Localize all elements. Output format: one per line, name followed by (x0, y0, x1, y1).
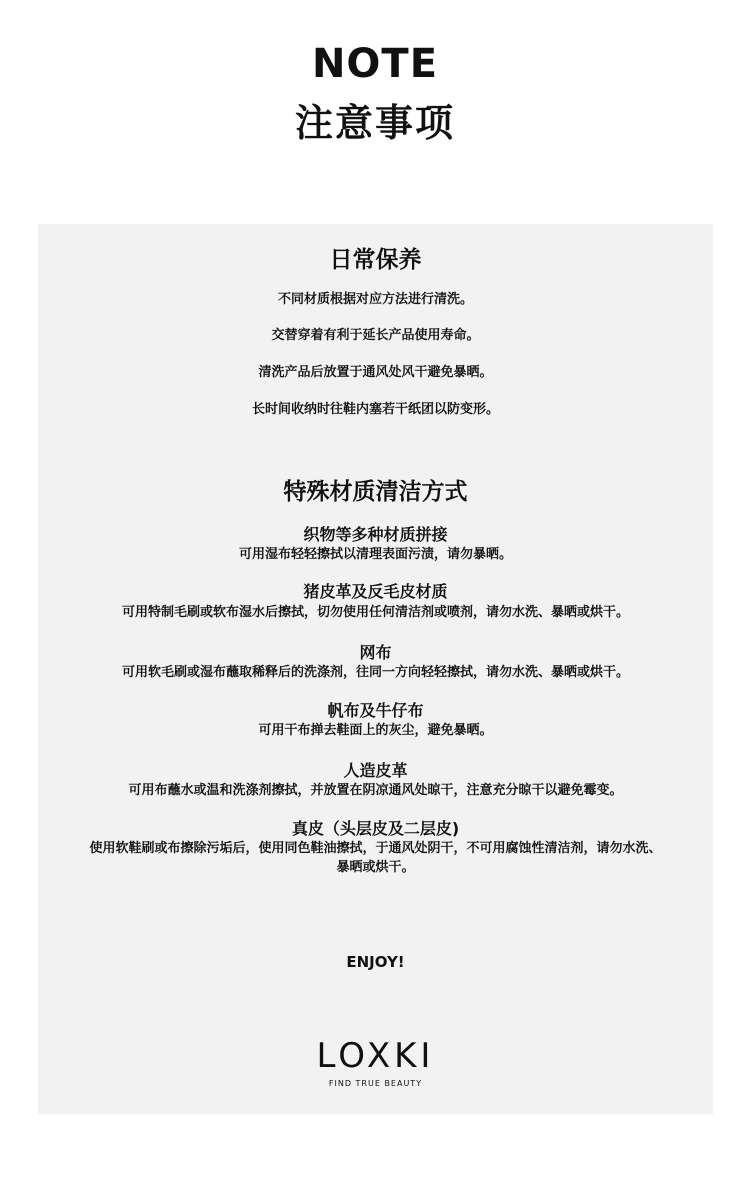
title-chinese: 注意事项 (294, 101, 455, 145)
title-english: NOTE (311, 41, 439, 87)
material-name: 猪皮革及反毛皮材质 (303, 582, 448, 601)
daily-care-line: 交替穿着有利于延长产品使用寿命。 (271, 328, 480, 343)
material-desc: 可用软毛刷或湿布蘸取稀释后的洗涤剂，往同一方向轻轻擦拭，请勿水洗、暴晒或烘干。 (121, 665, 629, 680)
daily-care-line: 长时间收纳时往鞋内塞若干纸团以防变形。 (251, 402, 499, 417)
daily-care-line: 不同材质根据对应方法进行清洗。 (277, 292, 473, 307)
material-desc: 可用特制毛刷或软布湿水后擦拭，切勿使用任何清洁剂或喷剂，请勿水洗、暴晒或烘干。 (121, 605, 629, 620)
material-desc-continued: 暴晒或烘干。 (336, 860, 415, 875)
special-materials-title: 特殊材质清洁方式 (283, 479, 468, 505)
material-desc: 可用布蘸水或温和洗涤剂擦拭，并放置在阴凉通风处晾干，注意充分晾干以避免霉变。 (128, 783, 623, 798)
daily-care-title: 日常保养 (329, 247, 422, 273)
material-desc: 可用湿布轻轻擦拭以清理表面污渍，请勿暴晒。 (238, 547, 512, 562)
material-name: 帆布及牛仔布 (327, 701, 424, 720)
material-desc: 可用干布掸去鞋面上的灰尘，避免暴晒。 (258, 723, 493, 738)
enjoy-text: ENJOY! (346, 953, 405, 971)
daily-care-line: 清洗产品后放置于通风处风干避免暴晒。 (258, 365, 493, 380)
brand-logo: LOXKI (316, 1036, 435, 1076)
material-name: 真皮（头层皮及二层皮) (291, 819, 460, 838)
care-panel (38, 224, 713, 1114)
brand-tagline: FIND TRUE BEAUTY (328, 1079, 423, 1088)
material-name: 织物等多种材质拼接 (303, 525, 448, 544)
material-name: 人造皮革 (343, 761, 408, 780)
material-name: 网布 (359, 643, 392, 662)
material-desc: 使用软鞋刷或布擦除污垢后，使用同色鞋油擦拭，于通风处阴干，不可用腐蚀性清洁剂，请勿水洗、 (89, 841, 662, 856)
